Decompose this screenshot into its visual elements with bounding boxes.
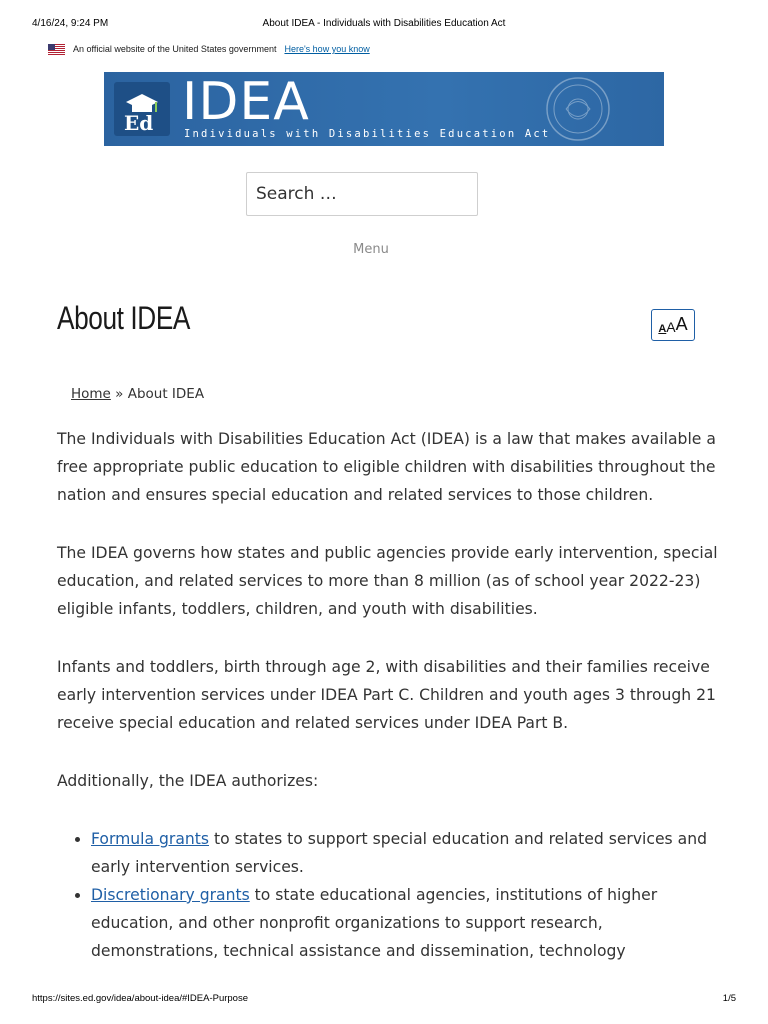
page-title: About IDEA — [57, 300, 191, 336]
print-page-number: 1/5 — [722, 993, 736, 1004]
print-timestamp: 4/16/24, 9:24 PM — [32, 18, 109, 29]
print-document-title: About IDEA - Individuals with Disabilities Education Act — [262, 18, 506, 29]
text-size-small: A — [658, 323, 667, 335]
formula-grants-link[interactable]: Formula grants — [91, 830, 209, 848]
breadcrumb-separator: » — [110, 386, 128, 402]
breadcrumb-home-link[interactable]: Home — [71, 386, 111, 402]
print-url: https://sites.ed.gov/idea/about-idea/#IDEA-Purpose — [32, 993, 248, 1004]
list-item-text: to states to support special education and related services and early intervention services. — [91, 830, 707, 876]
print-footer — [0, 990, 768, 1006]
svg-text:Ed: Ed — [124, 111, 154, 135]
us-flag-icon — [48, 44, 65, 55]
breadcrumb-current: About IDEA — [127, 386, 205, 402]
department-seal-icon — [526, 76, 630, 142]
paragraph: Additionally, the IDEA authorizes: — [57, 772, 319, 790]
list-item — [91, 825, 722, 881]
text-size-medium: A — [666, 319, 676, 335]
text-size-large: A — [675, 314, 688, 334]
discretionary-grants-link[interactable]: Discretionary grants — [91, 886, 250, 904]
list-item-text: to state educational agencies, institutions of higher education, and other nonprofit organizations to support research, demonstrations, technical assistance and dissemination, technology — [91, 886, 658, 960]
text-size-button[interactable] — [651, 309, 695, 341]
paragraph: Infants and toddlers, birth through age 2, with disabilities and their families receive early intervention services under IDEA Part C. Children and youth ages 3 through 21 receive special education and related services under IDEA Part B. — [57, 658, 716, 732]
paragraph: The Individuals with Disabilities Education Act (IDEA) is a law that makes available a free appropriate public education to eligible children with disabilities throughout the nation and ensures special education and related services to those children. — [57, 430, 716, 504]
idea-subtitle: Individuals with Disabilities Education Act — [184, 128, 551, 140]
search-input[interactable]: Search … — [246, 172, 478, 216]
ed-logo-icon — [112, 80, 172, 138]
idea-logo-text: IDEA — [182, 72, 310, 132]
print-header — [0, 12, 768, 32]
paragraph: The IDEA governs how states and public agencies provide early intervention, special education, and related services to more than 8 million (as of school year 2022-23) eligible infants, toddlers, children, and youth with disabilities. — [57, 544, 718, 618]
site-banner[interactable] — [104, 72, 664, 146]
gov-banner — [48, 42, 370, 56]
authorizations-list — [57, 825, 722, 965]
main-content — [57, 425, 722, 965]
gov-banner-text: An official website of the United States government — [73, 44, 277, 54]
heres-how-you-know-link[interactable]: Here's how you know — [284, 44, 370, 54]
menu-button[interactable]: Menu — [353, 242, 389, 257]
list-item — [91, 881, 722, 965]
breadcrumb — [71, 386, 204, 402]
